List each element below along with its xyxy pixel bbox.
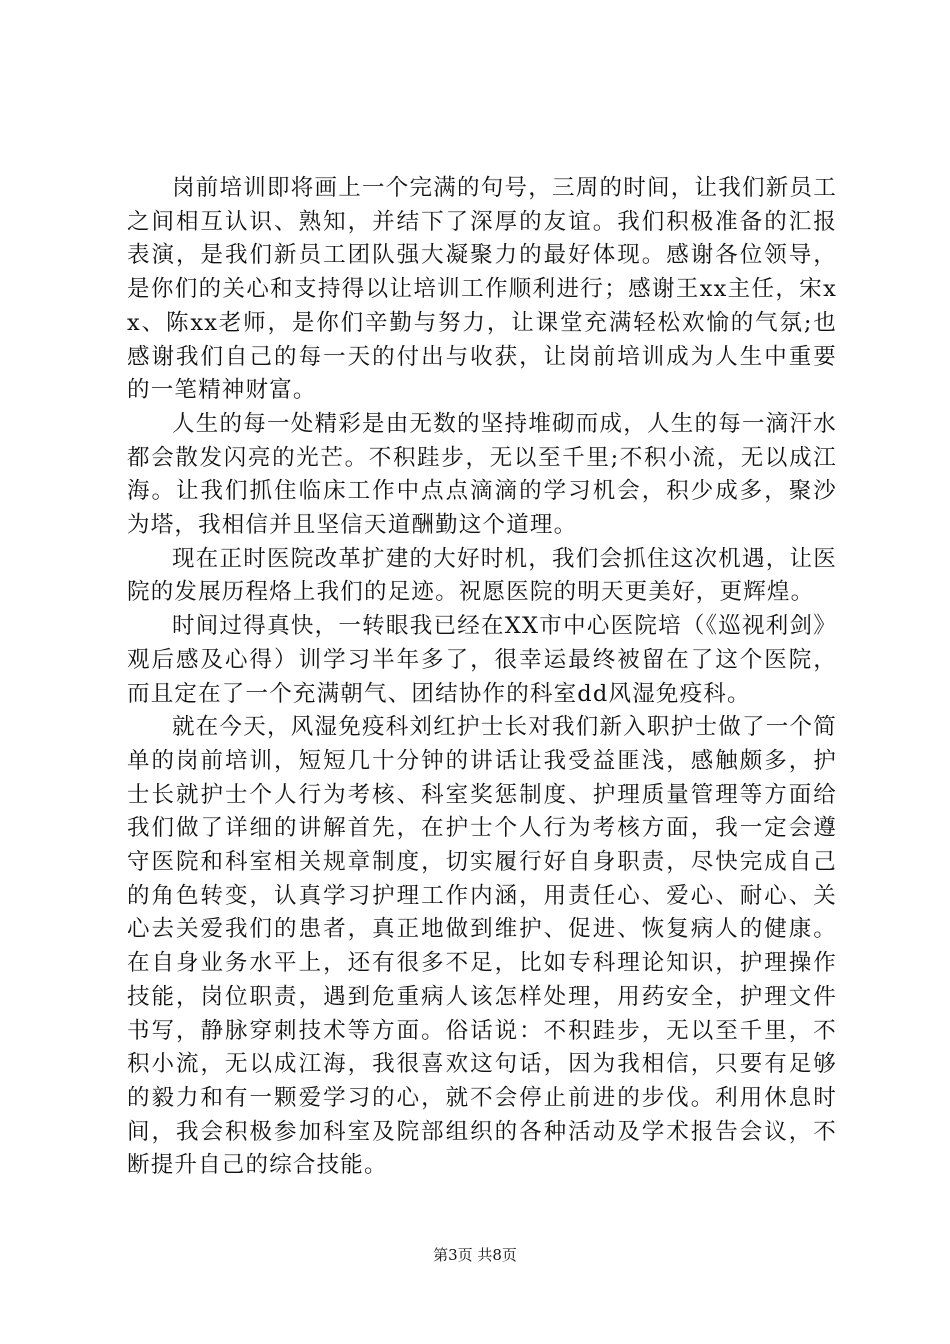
document-body — [127, 172, 837, 1183]
paragraph: 时间过得真快，一转眼我已经在XX市中心医院培（《巡视利剑》观后感及心得）训学习半年多了，很幸运最终被留在了这个医院，而且定在了一个充满朝气、团结协作的科室dd风湿免疫科。 — [127, 613, 837, 707]
paragraph: 就在今天，风湿免疫科刘红护士长对我们新入职护士做了一个简单的岗前培训，短短几十分钟的讲话让我受益匪浅，感触颇多，护士长就护士个人行为考核、科室奖惩制度、护理质量管理等方面给我们做了详细的讲解首先，在护士个人行为考核方面，我一定会遵守医院和科室相关规章制度，切实履行好自身职责，尽快完成自己的角色转变，认真学习护理工作内涵，用责任心、爱心、耐心、关心去关爱我们的患者，真正地做到维护、促进、恢复病人的健康。在自身业务水平上，还有很多不足，比如专科理论知识，护理操作技能，岗位职责，遇到危重病人该怎样处理，用药安全，护理文件书写，静脉穿刺技术等方面。俗话说：不积跬步，无以至千里，不积小流，无以成江海，我很喜欢这句话，因为我相信，只要有足够的毅力和有一颗爱学习的心，就不会停止前进的步伐。利用休息时间，我会积极参加科室及院部组织的各种活动及学术报告会议，不断提升自己的综合技能。 — [127, 714, 837, 1179]
paragraph: 现在正时医院改革扩建的大好时机，我们会抓住这次机遇，让医院的发展历程烙上我们的足迹。祝愿医院的明天更美好，更辉煌。 — [127, 545, 837, 606]
page-number-footer: 第3页 共8页 — [433, 1246, 517, 1264]
paragraph: 人生的每一处精彩是由无数的坚持堆砌而成，人生的每一滴汗水都会散发闪亮的光芒。不积跬步，无以至千里;不积小流，无以成江海。让我们抓住临床工作中点点滴滴的学习机会，积少成多，聚沙为塔，我相信并且坚信天道酬勤这个道理。 — [127, 410, 837, 539]
paragraph: 岗前培训即将画上一个完满的句号，三周的时间，让我们新员工之间相互认识、熟知，并结下了深厚的友谊。我们积极准备的汇报表演，是我们新员工团队强大凝聚力的最好体现。感谢各位领导，是你们的关心和支持得以让培训工作顺利进行；感谢王xx主任，宋xx、陈xx老师，是你们辛勤与努力，让课堂充满轻松欢愉的气氛;也感谢我们自己的每一天的付出与收获，让岗前培训成为人生中重要的一笔精神财富。 — [127, 175, 837, 404]
